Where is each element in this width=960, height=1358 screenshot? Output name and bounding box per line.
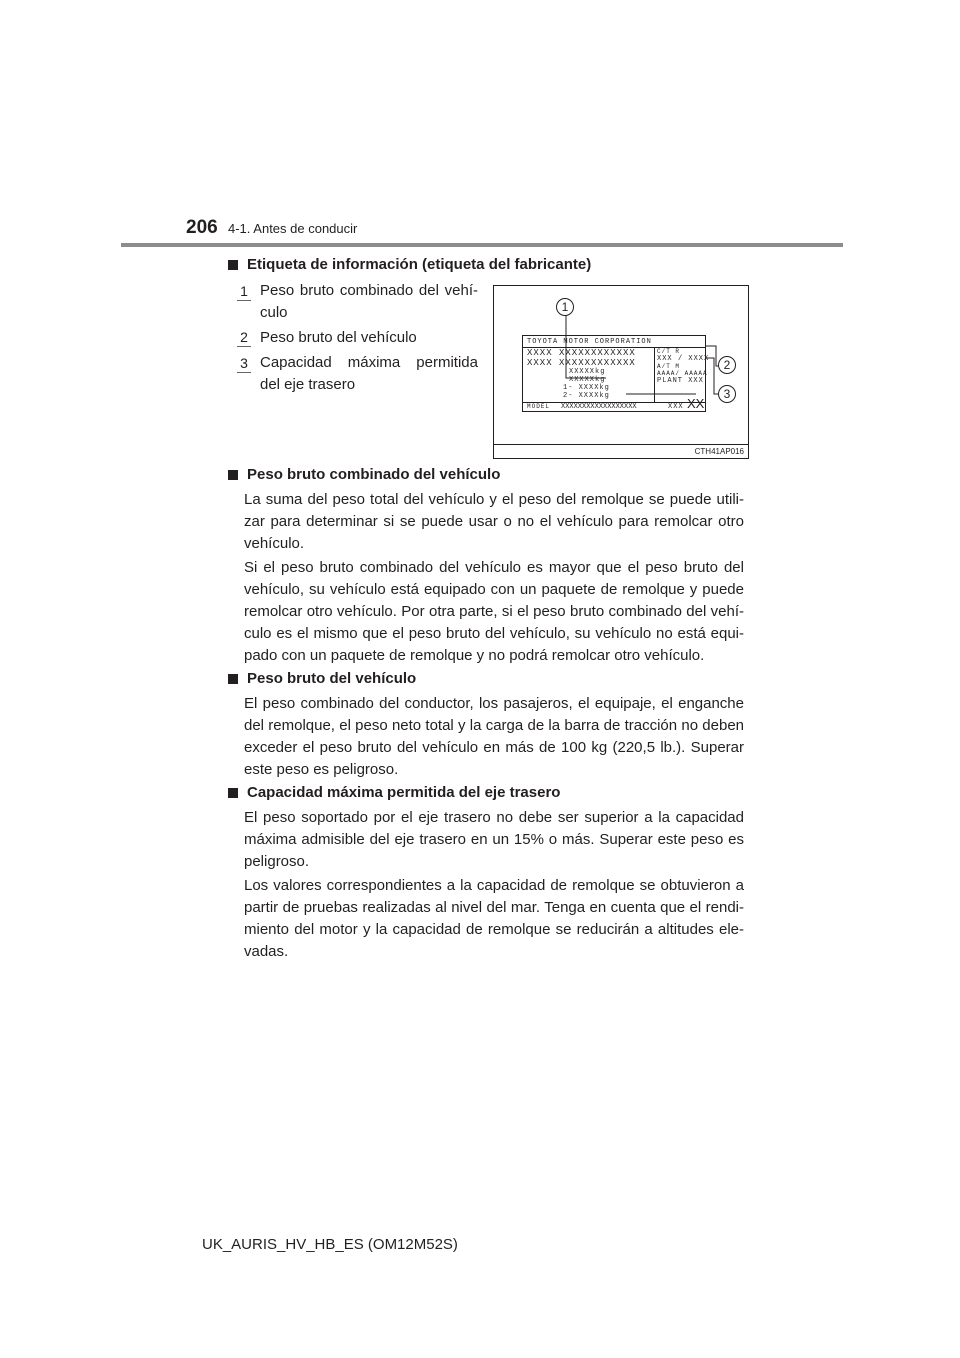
label-heading-text: Etiqueta de información (etiqueta del fabricante) [247, 256, 592, 273]
label-manufacturer-line: TOYOTA MOTOR CORPORATION [527, 338, 652, 346]
item-text-1: Peso bruto combinado del vehí-culo [260, 282, 478, 321]
section-2-paragraph-1: El peso combinado del conductor, los pasajeros, el equipaje, el enganche del remolque, el peso neto total y la carga de la barra de tracción no deben exceder el peso bruto del vehículo en más de 100 kg (220,5 lb.). Superar este peso es peligroso. [244, 695, 744, 778]
label-code-line-1: XXXX XXXXXXXXXXXX [527, 348, 636, 358]
label-weight-3: 1- XXXXkg [563, 384, 610, 392]
item-number-1: 1 [237, 283, 251, 301]
section-1-paragraph-2: Si el peso bruto combinado del vehículo es mayor que el peso bruto del vehículo, su vehículo está equipado con un paquete de remolque y puede remolcar otro vehículo. Por otra parte, si el peso bruto combinado del vehí-culo es el mismo que el peso bruto del vehículo, su vehículo no está equi-pado con un paquete de remolque y no podrá remolcar otro vehículo. [244, 559, 744, 664]
label-atm: A/T M [657, 363, 681, 370]
section-heading-3 [228, 784, 560, 801]
section-title: 4-1. Antes de conducir [228, 221, 358, 236]
figure-caption-rule [494, 444, 748, 445]
item-number-2: 2 [237, 329, 251, 347]
section-heading-2 [228, 670, 416, 687]
label-model-xxx: XXX [668, 403, 684, 411]
label-plant: PLANT XXX [657, 377, 704, 385]
section-3-paragraph-1: El peso soportado por el eje trasero no debe ser superior a la capacidad máxima admisible del eje trasero en un 15% o más. Superar este peso es peligroso. [244, 809, 744, 870]
label-heading [228, 256, 591, 273]
item-text-2: Peso bruto del vehículo [260, 329, 417, 346]
label-model-caption: MODEL [527, 403, 551, 410]
section-1-paragraph-1: La suma del peso total del vehículo y el peso del remolque se puede utili-zar para determinar si se puede usar o no el vehículo para remolcar otro vehículo. [244, 491, 744, 552]
label-weight-2: XXXXXkg [569, 376, 606, 384]
label-xxx: XXX [657, 355, 673, 363]
section-heading-2-text: Peso bruto del vehículo [247, 670, 417, 687]
bullet-square-icon [228, 260, 238, 270]
label-ctr: C/T R [657, 348, 681, 355]
bullet-square-icon [228, 470, 238, 480]
bullet-square-icon [228, 674, 238, 684]
callout-1: 1 [556, 298, 574, 316]
section-heading-3-text: Capacidad máxima permitida del eje trasero [247, 784, 561, 801]
document-footer: UK_AURIS_HV_HB_ES (OM12M52S) [202, 1236, 458, 1253]
item-text-3: Capacidad máxima permitida del eje trasero [260, 354, 478, 393]
page-number: 206 [186, 217, 218, 238]
label-code-line-2: XXXX XXXXXXXXXXXX [527, 358, 636, 368]
label-xxxx: / XXXX [678, 355, 710, 363]
label-aaa: AAAA/ AAAAA [657, 370, 708, 377]
callout-leader-lines [494, 286, 750, 460]
label-weight-4: 2- XXXXkg [563, 392, 610, 400]
label-model-value: XXXXXXXXXXXXXXXXXX [561, 403, 637, 411]
label-model-big: XX [687, 396, 705, 411]
header-rule [121, 243, 843, 247]
callout-3: 3 [718, 385, 736, 403]
item-number-3: 3 [237, 355, 251, 373]
section-heading-1-text: Peso bruto combinado del vehículo [247, 466, 501, 483]
bullet-square-icon [228, 788, 238, 798]
figure-code: CTH41AP016 [694, 447, 744, 456]
callout-2: 2 [718, 356, 736, 374]
section-3-paragraph-2: Los valores correspondientes a la capacidad de remolque se obtuvieron a partir de pruebas realizadas al nivel del mar. Tenga en cuenta que el rendi-miento del motor y la capacidad de remolque se reducirán a altitudes ele-vadas. [244, 877, 744, 960]
label-figure [493, 285, 749, 459]
section-heading-1 [228, 466, 500, 483]
label-weight-1: XXXXXkg [569, 368, 606, 376]
